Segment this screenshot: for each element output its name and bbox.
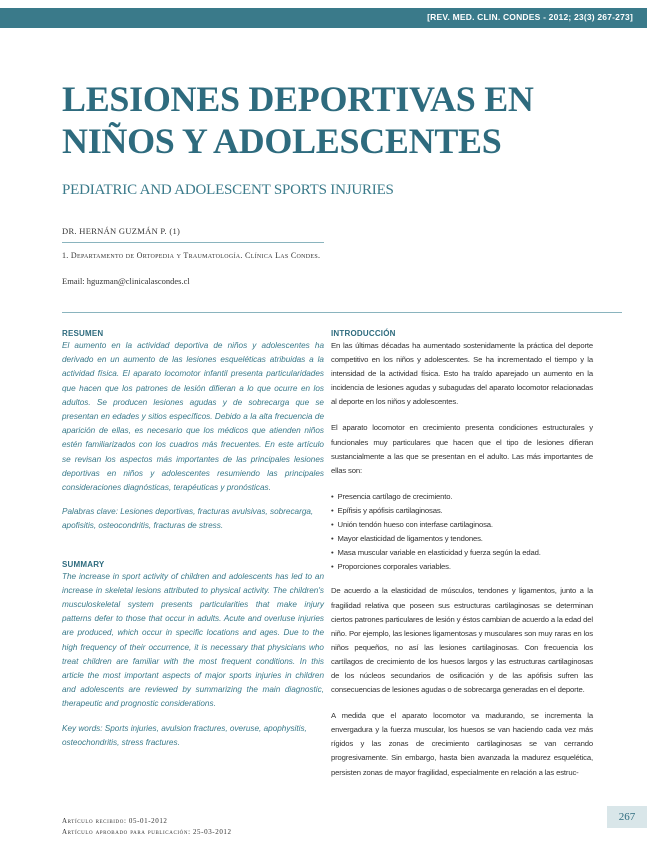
resumen-heading: RESUMEN <box>62 329 104 338</box>
page-number-tab <box>607 806 647 828</box>
summary-keywords: Key words: Sports injuries, avulsion fractures, overuse, apophysitis, osteochondritis, stress fractures. <box>62 723 307 747</box>
journal-citation: [REV. MED. CLIN. CONDES - 2012; 23(3) 267-273] <box>427 12 633 22</box>
list-item: • Mayor elasticidad de ligamentos y tendones. <box>331 532 593 546</box>
intro-paragraph-2: El aparato locomotor en crecimiento presenta condiciones estructurales y funcionales muy particulares que hacen que el tipo de lesiones difieran sustancialmente a las que se presentan en el adulto. Las más importantes de ellas son: <box>331 423 593 475</box>
list-item: • Unión tendón hueso con interfase cartilaginosa. <box>331 518 593 532</box>
resumen-text: El aumento en la actividad deportiva de niños y adolescentes ha derivado en un aumento de las lesiones esqueléticas atribuidas a la actividad física. El aparato locomotor infantil presenta particularidades que hacen que los patrones de lesión difieran a lo que ocurre en los adultos. Se producen lesiones agudas y de sobrecarga que se presentan en edades y sitios específicos. Debido a la alta frecuencia de aparición de ellas, es necesario que los médicos que atienden niños estén familiarizados con los cuadros más frecuentes. En este artículo se revisan los aspectos más importantes de las principales lesiones deportivas en niños y adolescentes resumiendo las principales consideraciones diagnósticas, terapéuticas y pronósticas. <box>62 341 324 493</box>
body-column <box>331 329 593 780</box>
article-subtitle: PEDIATRIC AND ADOLESCENT SPORTS INJURIES <box>62 182 394 198</box>
article-author: DR. HERNÁN GUZMÁN P. (1) <box>62 226 181 236</box>
author-affiliation: 1. Departamento de Ortopedia y Traumatología. Clínica Las Condes. <box>62 251 321 260</box>
divider <box>62 242 324 243</box>
list-item: • Epífisis y apófisis cartilaginosas. <box>331 504 593 518</box>
list-item: • Proporciones corporales variables. <box>331 560 593 574</box>
divider <box>62 312 622 313</box>
approved-date: Artículo aprobado para publicación: 25-03-2012 <box>62 828 232 836</box>
journal-header-bar <box>0 8 647 28</box>
structural-features-list <box>331 490 593 575</box>
list-item: • Masa muscular variable en elasticidad y fuerza según la edad. <box>331 546 593 560</box>
article-title: LESIONES DEPORTIVAS EN NIÑOS Y ADOLESCENTES <box>62 79 534 161</box>
resumen-keywords: Palabras clave: Lesiones deportivas, fracturas avulsivas, sobrecarga, apofisitis, osteocondritis, fracturas de stress. <box>62 507 314 531</box>
summary-heading: SUMMARY <box>62 559 105 569</box>
intro-paragraph-4: A medida que el aparato locomotor va madurando, se incrementa la envergadura y la fuerza muscular, los huesos se van haciendo cada vez más rígidos y las zonas de crecimiento cartilaginosas se van cerrando progresivamente. Sin embargo, hasta bien avanzada la madurez esquelética, persisten zonas de mayor fragilidad, especialmente en relación a las estruc- <box>331 711 593 777</box>
abstract-column <box>62 329 324 750</box>
page-number: 267 <box>618 811 636 823</box>
summary-text: The increase in sport activity of children and adolescents has led to an increase in skeletal lesions attributed to physical activity. The children's musculoskeletal system presents particularities that make injury patterns defer to those that occur in adults. Acute and overluse injuries are produced, which occur in specific locations and ages. Due to the high frequency of their occurrence, it is necessary that physicians who treat children are familiar with the most frequent conditions. In this article the most important aspects of major sports injuries in children and adolescents are reviewed by summarizing the main diagnostic, therapeutic and prognostic considerations. <box>62 571 324 709</box>
intro-paragraph-1: En las últimas décadas ha aumentado sostenidamente la práctica del deporte competitivo en los niños y adolescentes. Se ha incrementado el tiempo y la intensidad de la actividad física. Esto ha traído aparejado un aumento en la incidencia de lesiones agudas y subagudas del aparato locomotor relacionadas al deporte en los niños y adolescentes. <box>331 341 593 407</box>
article-dates <box>62 816 232 838</box>
list-item: • Presencia cartílago de crecimiento. <box>331 490 593 504</box>
introduccion-heading: INTRODUCCIÓN <box>331 329 396 338</box>
intro-paragraph-3: De acuerdo a la elasticidad de músculos, tendones y ligamentos, junto a la fragilidad relativa que poseen sus estructuras cartilaginosas se determinan ciertos patrones particulares de lesión y éstos cambian de acuerdo a la edad del niño. Por ejemplo, las lesiones ligamentosas y musculares son muy raras en los niños pequeños, no así las lesiones cartilaginosas. Con frecuencia los cartílagos de crecimiento de los huesos largos y las estructuras cartilaginosas de los núcleos secundarios de osificación y de las apófisis sufren las consecuencias de lesiones agudas o de sobrecarga generadas en el deporte. <box>331 586 593 695</box>
received-date: Artículo recibido: 05-01-2012 <box>62 817 168 825</box>
author-email: Email: hguzman@clinicalascondes.cl <box>62 276 190 286</box>
